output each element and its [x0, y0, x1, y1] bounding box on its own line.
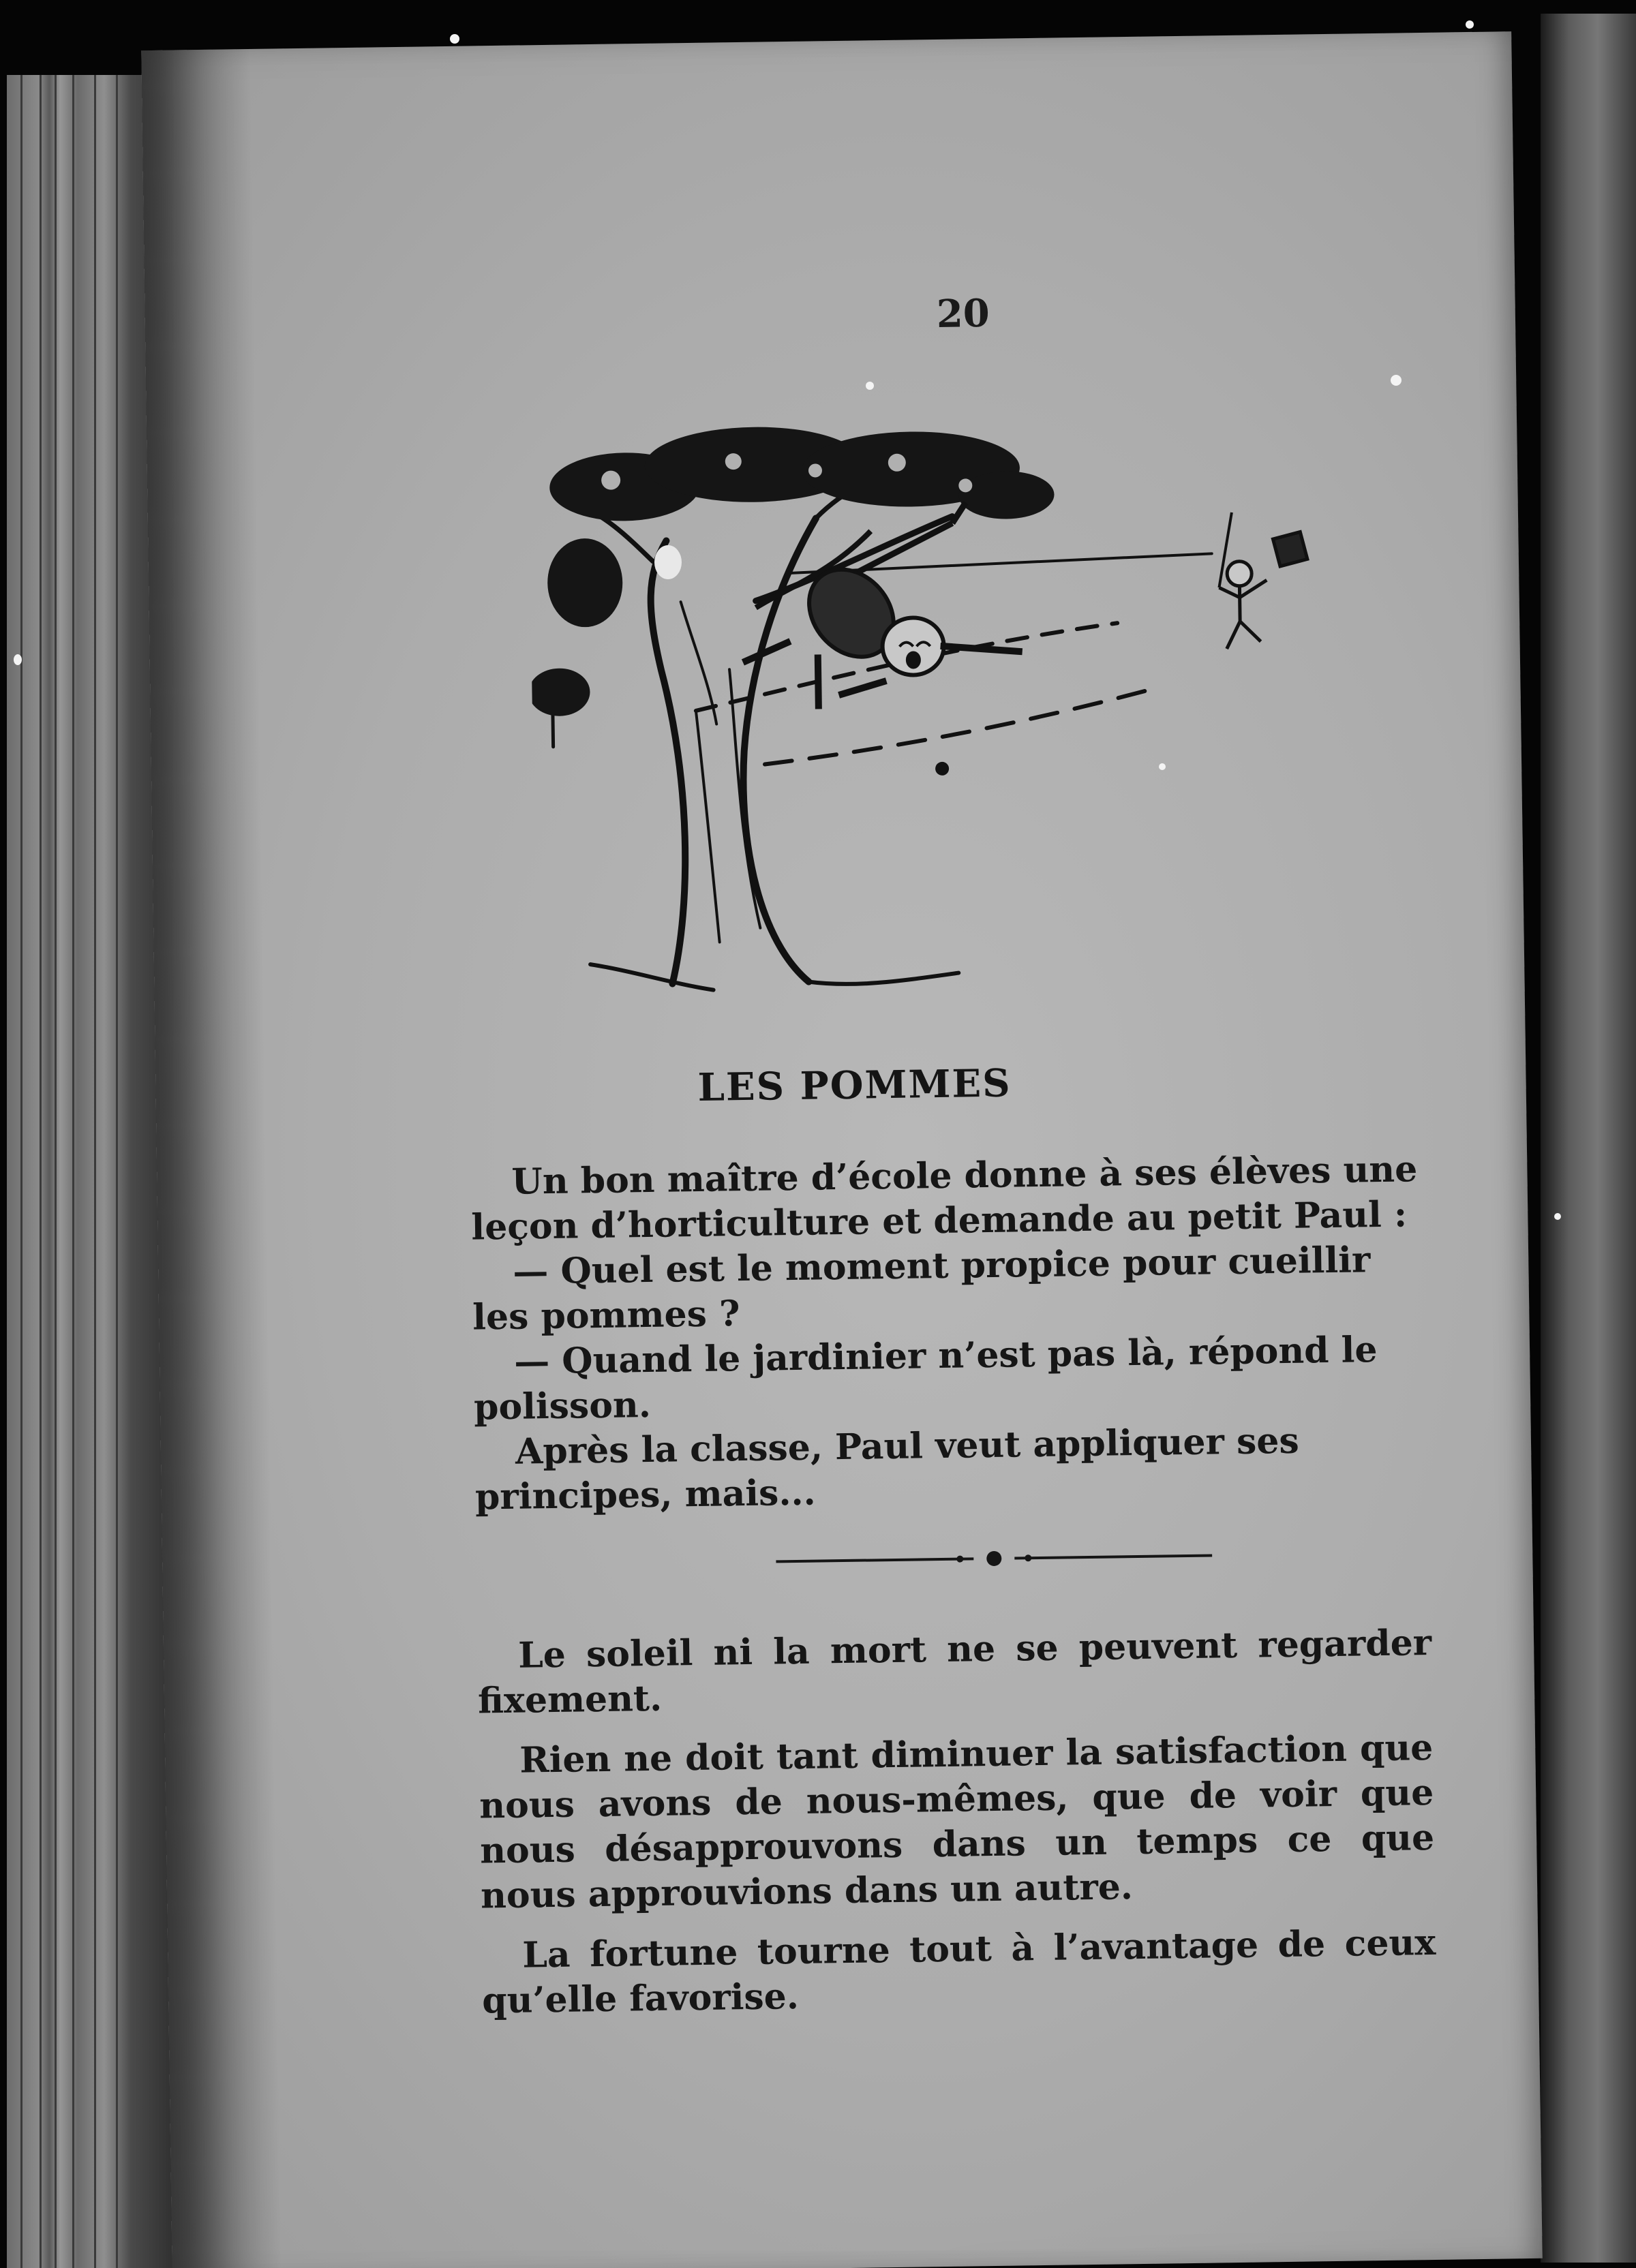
story-text	[470, 1147, 1429, 1520]
dust-speck	[450, 34, 459, 44]
maxim-paragraph: Le soleil ni la mort ne se peuvent regarder fixement.	[477, 1621, 1432, 1722]
dust-speck	[1391, 375, 1402, 386]
story-paragraph: Après la classe, Paul veut appliquer ses principes, mais...	[474, 1420, 1300, 1518]
story-paragraph: Un bon maître d’école donne à ses élèves une leçon d’horticulture et demande au petit Paul :	[471, 1148, 1418, 1248]
dust-speck	[14, 654, 22, 665]
story-title: LES POMMES	[697, 1060, 1012, 1110]
book-page	[141, 31, 1542, 2268]
ornamental-rule-icon	[776, 1545, 1212, 1572]
maxim-paragraph: La fortune tourne tout à l’avantage de ceux qu’elle favorise.	[481, 1921, 1436, 2022]
story-paragraph: — Quand le jardinier n’est pas là, répond le polisson.	[473, 1329, 1378, 1428]
dust-speck	[866, 382, 874, 390]
dust-speck	[654, 545, 682, 579]
boy-falling-from-apple-tree-icon	[528, 416, 1341, 1040]
dust-speck	[1466, 20, 1474, 29]
dust-speck	[1159, 763, 1166, 770]
facing-page-edge	[1541, 14, 1636, 2263]
page-number: 20	[936, 290, 990, 337]
maxims-text	[477, 1621, 1437, 2038]
story-paragraph: — Quel est le moment propice pour cueillir les pommes ?	[472, 1239, 1371, 1338]
maxim-paragraph: Rien ne doit tant diminuer la satisfaction que nous avons de nous-mêmes, que de voir que nous désapprouvons dans un temps ce que nous approuvions dans un autre.	[479, 1726, 1435, 1917]
dust-speck	[1554, 1213, 1561, 1220]
